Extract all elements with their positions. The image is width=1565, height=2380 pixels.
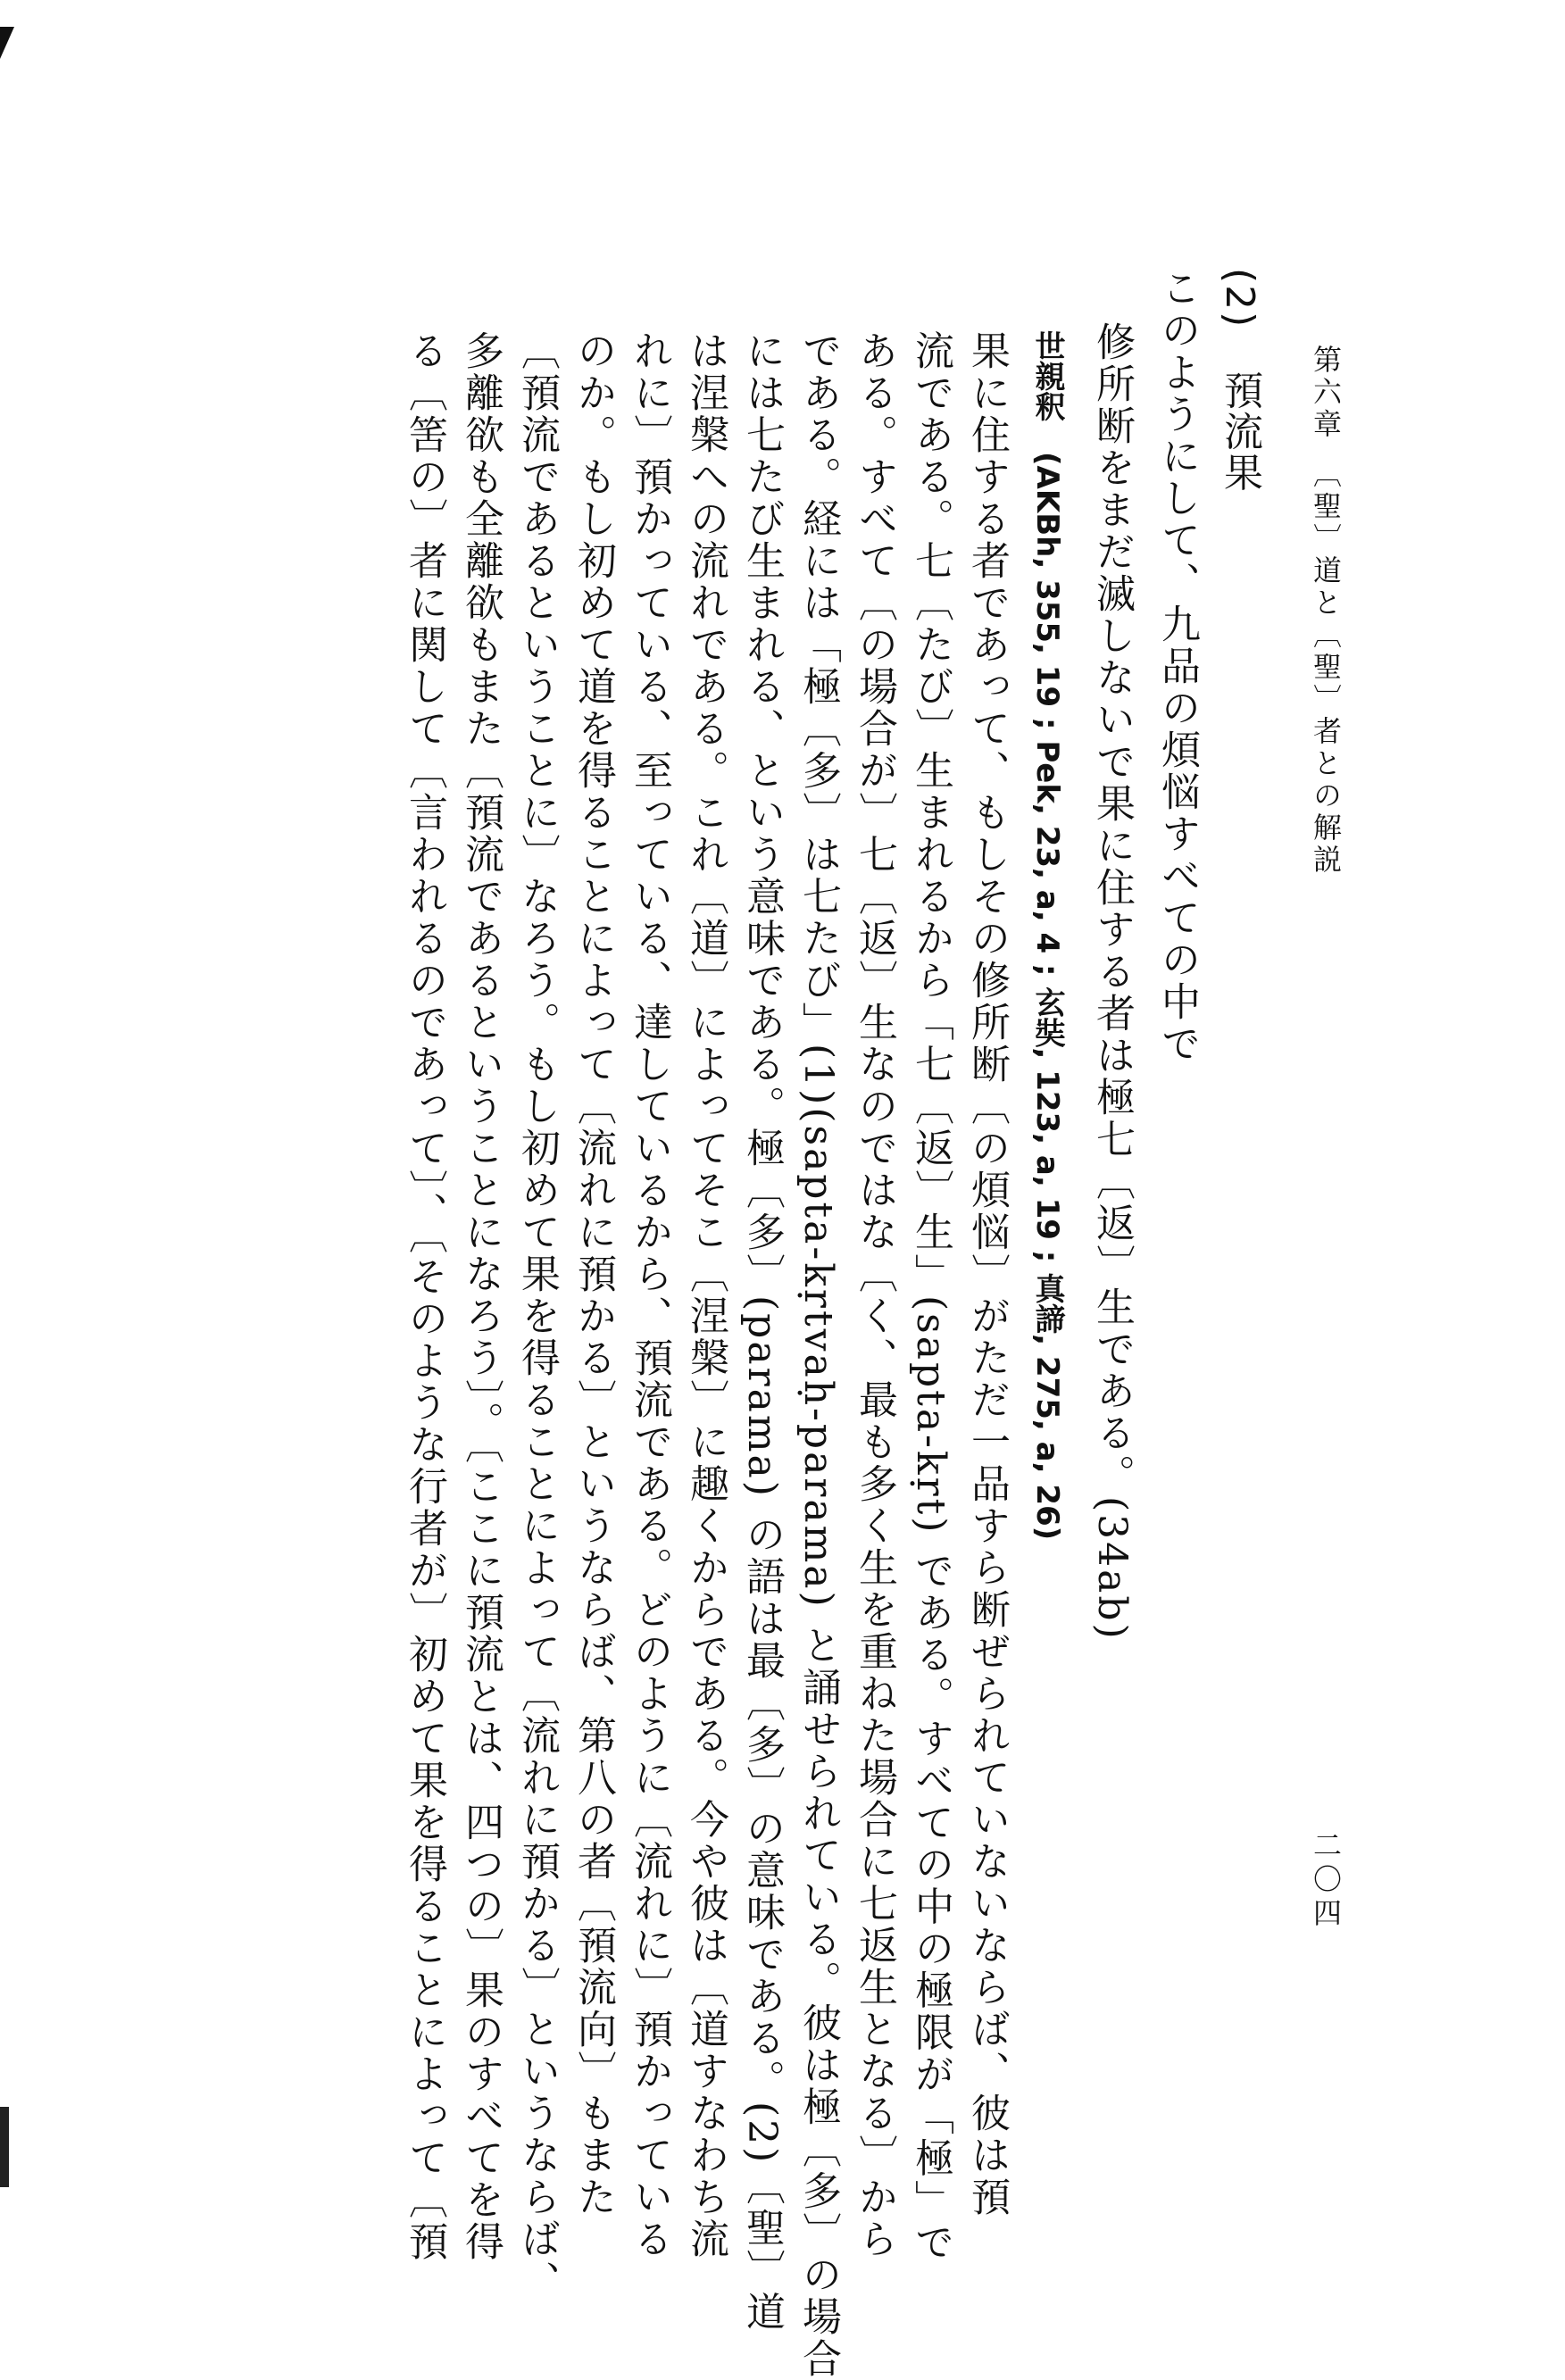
body-line: れに〕預かっている、至っている、達しているから、預流である。どのように〔流れに〕預かっている <box>627 330 672 2260</box>
scan-edge-mark <box>0 2107 9 2187</box>
verse-line: このようにして、九品の煩悩すべての中で <box>1154 268 1200 1065</box>
body-line: 多離欲も全離欲もまた〔預流であるということになろう〕。〔ここに預流とは、四つの〕果のすべてを得 <box>458 330 504 2263</box>
verse-line: 修所断をまだ滅しないで果に住する者は極七〔返〕生である。(34ab) <box>1089 321 1135 1642</box>
body-line: である。経には「極〔多〕は七たび」(1)(sapta-kṛtvaḥ-parama) と誦せられている。彼は極〔多〕の場合 <box>795 330 841 2380</box>
body-line: 果に住する者であって、もしその修所断〔の煩悩〕がただ一品すら断ぜられていないならば、彼は預 <box>964 330 1010 2218</box>
body-line: 〔預流であるということに〕なろう。もし初めて果を得ることによって〔流れに預かる〕というならば、 <box>514 330 560 2302</box>
body-line: 流である。七〔たび〕生まれるから「七〔返〕生」(sapta-kṛt) である。すべての中の極限が「極」で <box>908 330 953 2264</box>
commentary-heading: 世親釈 (AKBh, 355, 19 ; Pek, 23, a, 4 ; 玄奘, 123, a, 19 ; 真諦, 275, a, 26) <box>1029 330 1065 1541</box>
section-title: (2) 預流果 <box>1217 268 1262 494</box>
body-line: ある。すべて〔の場合が〕七〔返〕生なのではな〔く、最も多く生を重ねた場合に七返生となる〕から <box>852 330 897 2260</box>
scan-corner-mark <box>0 27 14 59</box>
body-line: のか。もし初めて道を得ることによって〔流れに預かる〕というならば、第八の者〔預流向〕もまた <box>570 330 616 2218</box>
page-number: 二〇四 <box>1309 1830 1343 1932</box>
body-line: には七たび生まれる、という意味である。極〔多〕(parama) の語は最〔多〕の意味である。(2)〔聖〕道 <box>739 330 785 2334</box>
body-line: は涅槃への流れである。これ〔道〕によってそこ〔涅槃〕に趣くからである。今や彼は〔道すなわち流 <box>683 330 728 2260</box>
running-header: 第六章 〔聖〕道と〔聖〕者との解説 <box>1309 345 1343 877</box>
body-line: る〔筈の〕者に関して〔言われるのであって〕、〔そのような行者が〕初めて果を得ることによって〔預 <box>402 330 447 2263</box>
